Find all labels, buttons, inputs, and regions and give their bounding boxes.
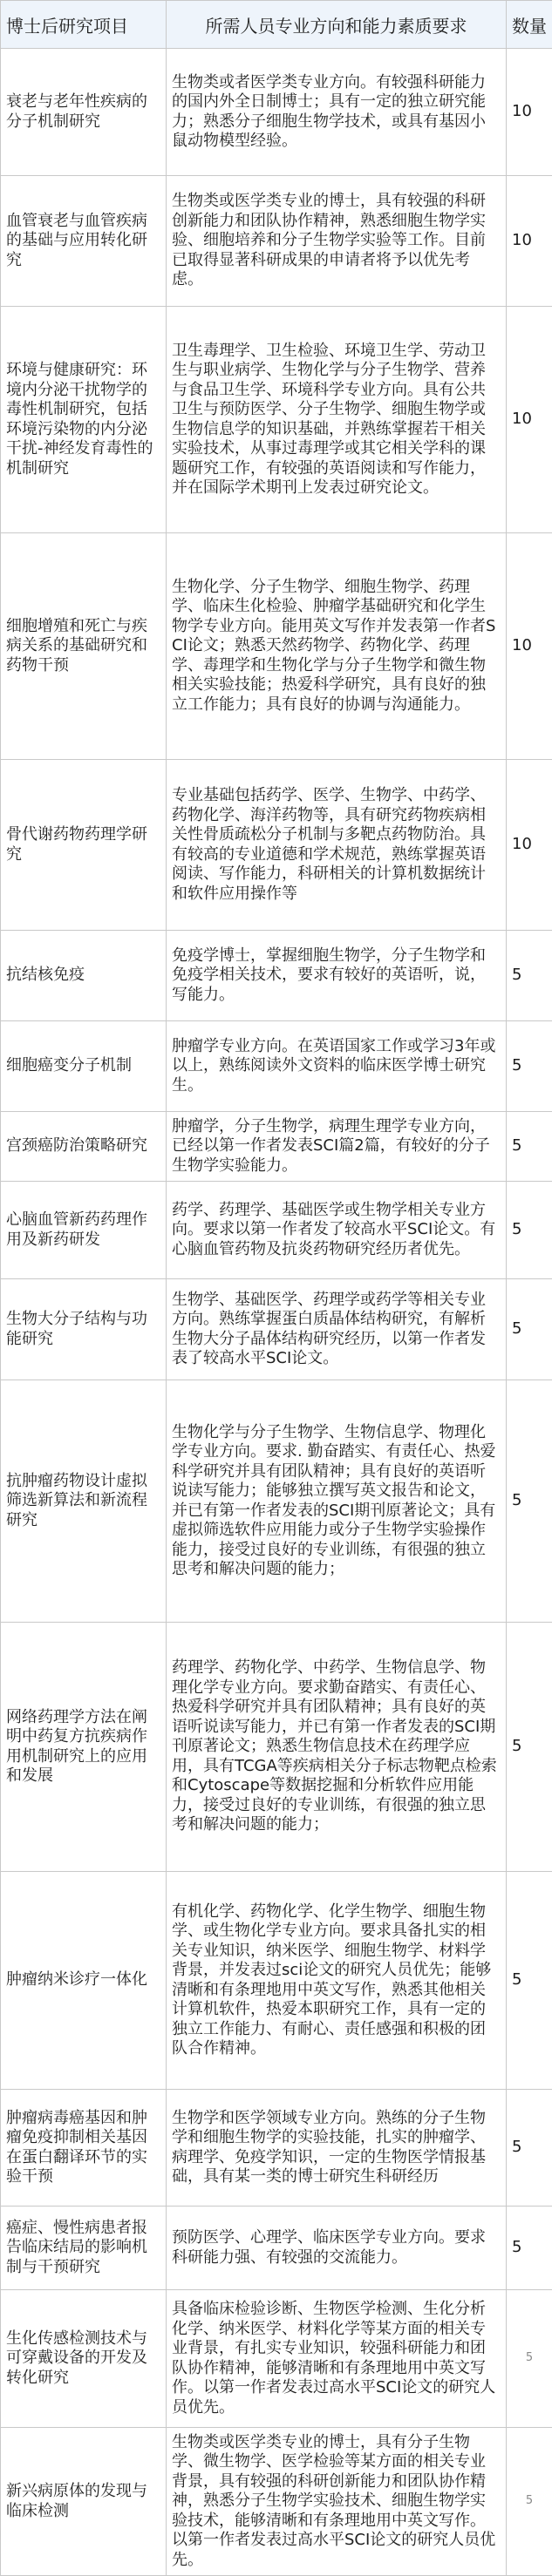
project-count: 5 <box>507 2428 552 2576</box>
project-topic: 癌症、慢性病患者报告临床结局的影响机制与干预研究 <box>1 2207 167 2290</box>
header-requirements: 所需人员专业方向和能力素质要求 <box>167 1 507 49</box>
project-count: 10 <box>507 49 552 176</box>
project-topic: 抗肿瘤药物设计虚拟筛选新算法和新流程研究 <box>1 1380 167 1623</box>
project-count: 5 <box>507 1021 552 1112</box>
table-row <box>1 1112 552 1182</box>
project-count: 5 <box>507 1623 552 1872</box>
project-topic: 生物大分子结构与功能研究 <box>1 1279 167 1380</box>
header-row <box>1 1 552 49</box>
table-row <box>1 1279 552 1380</box>
project-topic: 衰老与老年性疾病的分子机制研究 <box>1 49 167 176</box>
table-row <box>1 307 552 533</box>
project-count: 10 <box>507 533 552 760</box>
project-requirements: 预防医学、心理学、临床医学专业方向。要求科研能力强、有较强的交流能力。 <box>167 2207 507 2290</box>
header-count: 数量 <box>507 1 552 49</box>
project-requirements: 免疫学博士，掌握细胞生物学，分子生物学和免疫学相关技术，要求有较好的英语听，说，写能力。 <box>167 931 507 1021</box>
project-topic: 细胞增殖和死亡与疾病关系的基础研究和药物干预 <box>1 533 167 760</box>
project-requirements: 生物化学与分子生物学、生物信息学、物理化学专业方向。要求. 勤奋踏实、有责任心、热爱科学研究并具有团队精神；具有良好的英语听说读写能力；能够独立撰写英文报告和论文，并已有第一作者发表的SCI期刊原著论文；具有虚拟筛选软件应用能力或分子生物学实验操作能力，接受过良好的专业训练，有很强的独立思考和解决问题的能力； <box>167 1380 507 1623</box>
project-topic: 抗结核免疫 <box>1 931 167 1021</box>
project-topic: 肿瘤病毒癌基因和肿瘤免疫抑制相关基因在蛋白翻译环节的实验干预 <box>1 2090 167 2207</box>
project-requirements: 生物类或者医学类专业方向。有较强科研能力的国内外全日制博士；具有一定的独立研究能力；熟悉分子细胞生物学技术，或具有基因小鼠动物模型经验。 <box>167 49 507 176</box>
table-row <box>1 2090 552 2207</box>
project-topic: 新兴病原体的发现与临床检测 <box>1 2428 167 2576</box>
project-requirements: 药理学、药物化学、中药学、生物信息学、物理化学专业方向。要求勤奋踏实、有责任心、热爱科学研究并具有团队精神；具有良好的英语听说读写能力，并已有第一作者发表的SCI期刊原著论文；熟悉生物信息技术在药理学应用，具有TCGA等疾病相关分子标志物靶点检索和Cytoscape等数据挖掘和分析软件应用能力，接受过良好的专业训练，有很强的独立思考和解决问题的能力； <box>167 1623 507 1872</box>
project-requirements: 专业基础包括药学、医学、生物学、中药学、药物化学、海洋药物等，具有研究药物疾病相关性骨质疏松分子机制与多靶点药物防治。具有较高的专业道德和学术规范，熟练掌握英语阅读、写作能力，科研相关的计算机数据统计和软件应用操作等 <box>167 760 507 931</box>
project-count: 5 <box>507 1279 552 1380</box>
table-row <box>1 2428 552 2576</box>
project-count: 5 <box>507 1380 552 1623</box>
project-count: 5 <box>507 2207 552 2290</box>
project-topic: 骨代谢药物药理学研究 <box>1 760 167 931</box>
project-requirements: 肿瘤学，分子生物学，病理生理学专业方向，已经以第一作者发表SCI篇2篇，有较好的分子生物学实验能力。 <box>167 1112 507 1182</box>
table-row <box>1 533 552 760</box>
table-row <box>1 1021 552 1112</box>
table-row <box>1 2290 552 2428</box>
project-count: 10 <box>507 760 552 931</box>
header-topic: 博士后研究项目 <box>1 1 167 49</box>
project-requirements: 生物类或医学类专业的博士，具有较强的科研创新能力和团队协作精神，熟悉细胞生物学实验、细胞培养和分子生物学实验等工作。目前已取得显著科研成果的申请者将予以优先考虑。 <box>167 176 507 307</box>
project-topic: 生化传感检测技术与可穿戴设备的开发及转化研究 <box>1 2290 167 2428</box>
project-requirements: 具备临床检验诊断、生物医学检测、生化分析化学、纳米医学、材料化学等某方面的相关专业背景，有扎实专业知识，较强科研能力和团队协作精神，能够清晰和有条理地用中英文写作。以第一作者发表过高水平SCI论文的研究人员优先。 <box>167 2290 507 2428</box>
project-count: 5 <box>507 2290 552 2428</box>
project-count: 5 <box>507 1182 552 1279</box>
project-count: 10 <box>507 176 552 307</box>
table-row <box>1 760 552 931</box>
table-row <box>1 1380 552 1623</box>
project-requirements: 生物化学、分子生物学、细胞生物学、药理学、临床生化检验、肿瘤学基础研究和化学生物学专业方向。能用英文写作并发表第一作者SCI论文；熟悉天然药物学、药物化学、药理学、毒理学和生物化学与分子生物学和微生物相关实验技能；热爱科学研究，具有良好的独立工作能力；具有良好的协调与沟通能力。 <box>167 533 507 760</box>
project-topic: 细胞癌变分子机制 <box>1 1021 167 1112</box>
project-count: 5 <box>507 2090 552 2207</box>
table-row <box>1 931 552 1021</box>
project-requirements: 生物学、基础医学、药理学或药学等相关专业方向。熟练掌握蛋白质晶体结构研究，有解析生物大分子晶体结构研究经历，以第一作者发表了较高水平SCI论文。 <box>167 1279 507 1380</box>
project-topic: 环境与健康研究：环境内分泌干扰物学的毒性机制研究，包括环境污染物的内分泌干扰-神经发育毒性的机制研究 <box>1 307 167 533</box>
project-topic: 心脑血管新药药理作用及新药研发 <box>1 1182 167 1279</box>
table-row <box>1 49 552 176</box>
table-row <box>1 1872 552 2090</box>
project-requirements: 肿瘤学专业方向。在英语国家工作或学习3年或以上，熟练阅读外文资料的临床医学博士研究生。 <box>167 1021 507 1112</box>
project-requirements: 生物类或医学类专业的博士，具有分子生物学、微生物学、医学检验等某方面的相关专业背景，具有较强的科研创新能力和团队协作精神，熟悉分子生物学实验技术、细胞生物学实验技术，能够清晰和有条理地用中英文写作。以第一作者发表过高水平SCI论文的研究人员优先。 <box>167 2428 507 2576</box>
project-requirements: 药学、药理学、基础医学或生物学相关专业方向。要求以第一作者发了较高水平SCI论文。有心脑血管药物及抗炎药物研究经历者优先。 <box>167 1182 507 1279</box>
project-requirements: 生物学和医学领域专业方向。熟练的分子生物学和细胞生物学的实验技能，扎实的肿瘤学、病理学、免疫学知识，一定的生物医学情报基础，具有某一类的博士研究生科研经历 <box>167 2090 507 2207</box>
project-count: 5 <box>507 931 552 1021</box>
table-row <box>1 176 552 307</box>
project-topic: 网络药理学方法在阐明中药复方抗疾病作用机制研究上的应用和发展 <box>1 1623 167 1872</box>
table-row <box>1 2207 552 2290</box>
project-topic: 肿瘤纳米诊疗一体化 <box>1 1872 167 2090</box>
project-count: 5 <box>507 1872 552 2090</box>
project-requirements: 有机化学、药物化学、化学生物学、细胞生物学、或生物化学专业方向。要求具备扎实的相关专业知识，纳米医学、细胞生物学、材料学背景，并发表过sci论文的研究人员优先；能够清晰和有条理地用中英文写作，熟悉其他相关计算机软件，热爱本职研究工作，具有一定的独立工作能力、有耐心、责任感强和积极的团队合作精神。 <box>167 1872 507 2090</box>
project-topic: 血管衰老与血管疾病的基础与应用转化研究 <box>1 176 167 307</box>
project-topic: 宫颈癌防治策略研究 <box>1 1112 167 1182</box>
project-count: 10 <box>507 307 552 533</box>
project-requirements: 卫生毒理学、卫生检验、环境卫生学、劳动卫生与职业病学、生物化学与分子生物学、营养与食品卫生学、环境科学专业方向。具有公共卫生与预防医学、分子生物学、细胞生物学或生物信息学的知识基础，并熟练掌握若干相关实验技术，从事过毒理学或其它相关学科的课题研究工作，有较强的英语阅读和写作能力，并在国际学术期刊上发表过研究论文。 <box>167 307 507 533</box>
table-row <box>1 1182 552 1279</box>
project-count: 5 <box>507 1112 552 1182</box>
table-row <box>1 1623 552 1872</box>
